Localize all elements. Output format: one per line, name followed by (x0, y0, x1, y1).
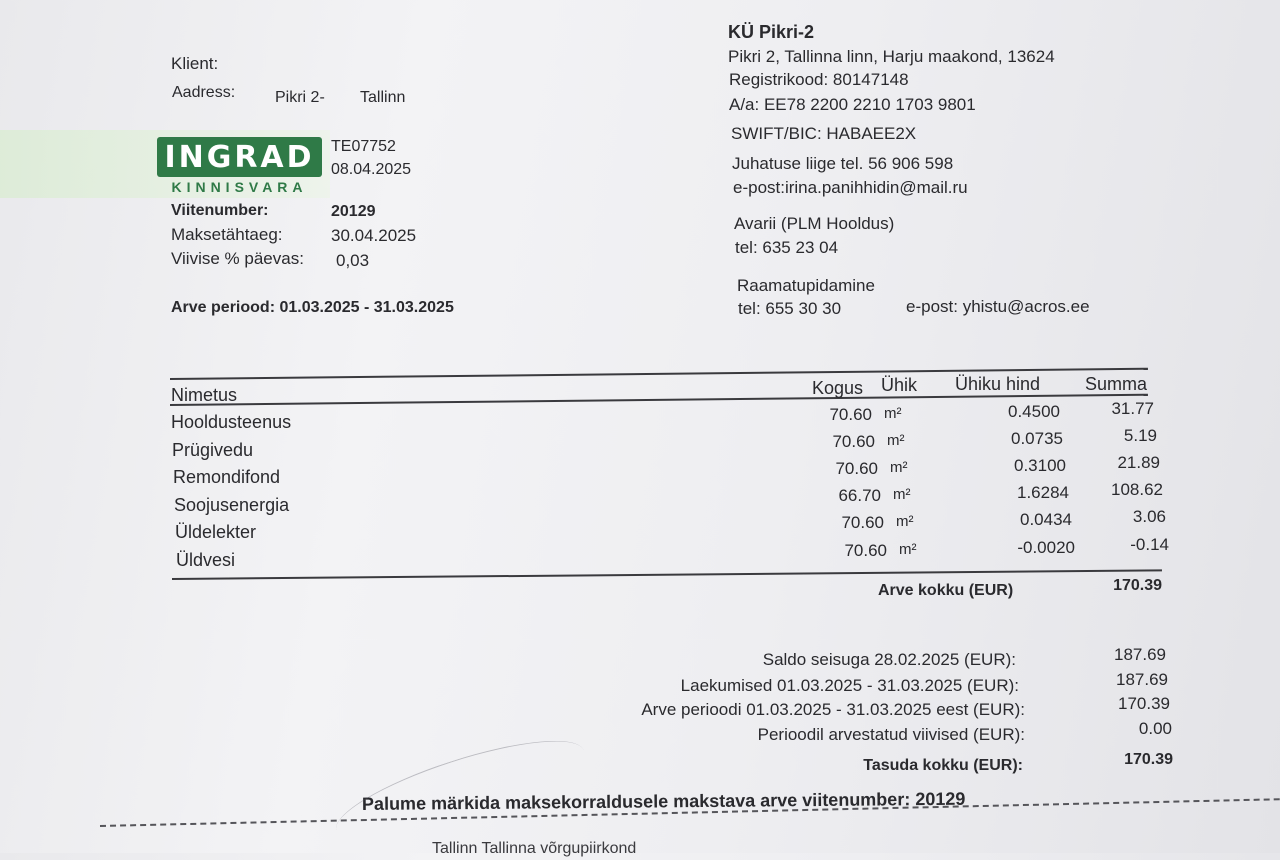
row-unit: m² (887, 432, 905, 449)
logo-subtitle: KINNISVARA (171, 179, 308, 195)
row-sum: 31.77 (1111, 399, 1154, 418)
row-price: 0.0434 (1020, 510, 1072, 529)
row-sum: 5.19 (1123, 426, 1157, 445)
row-sum: -0.14 (1130, 535, 1169, 554)
board-email: e-post:irina.panihhidin@mail.ru (733, 178, 968, 197)
emergency-phone: tel: 635 23 04 (735, 238, 839, 257)
row-qty: 70.60 (844, 541, 887, 560)
col-header-qty: Kogus (812, 378, 864, 398)
accounting-phone: tel: 655 30 30 (738, 299, 842, 318)
pen-mark (327, 721, 593, 859)
invoice-total-value: 170.39 (1113, 577, 1162, 594)
issuer-name: KÜ Pikri-2 (728, 22, 815, 42)
row-price: 1.6284 (1017, 483, 1069, 502)
penalty-value: 0,03 (336, 251, 370, 270)
emergency-service: Avarii (PLM Hooldus) (734, 214, 895, 233)
issuer-swift: SWIFT/BIC: HABAEE2X (731, 124, 917, 143)
col-header-unit: Ühik (881, 375, 918, 395)
accounting-email: e-post: yhistu@acros.ee (906, 297, 1090, 316)
payment-note: Palume märkida maksekorraldusele makstava arve viitenumber: 20129 (361, 788, 966, 814)
address-street: Pikri 2- (275, 89, 325, 106)
address-city: Tallinn (360, 89, 406, 106)
row-name: Soojusenergia (174, 495, 290, 515)
issuer-account: A/a: EE78 2200 2210 1703 9801 (729, 95, 976, 114)
col-header-sum: Summa (1085, 374, 1148, 394)
invoice-number: TE07752 (331, 138, 396, 155)
row-qty: 70.60 (841, 513, 884, 532)
row-qty: 70.60 (835, 459, 878, 478)
row-qty: 70.60 (829, 405, 872, 424)
invoice-date: 08.04.2025 (331, 161, 412, 178)
row-sum: 108.62 (1111, 480, 1163, 499)
board-phone: Juhatuse liige tel. 56 906 598 (732, 154, 954, 173)
row-unit: m² (896, 513, 914, 530)
row-price: 0.4500 (1008, 402, 1060, 421)
row-sum: 21.89 (1117, 453, 1160, 472)
row-price: -0.0020 (1017, 538, 1075, 557)
summary-label: Arve perioodi 01.03.2025 - 31.03.2025 eest (EUR): (641, 700, 1025, 719)
col-header-price: Ühiku hind (955, 374, 1041, 394)
row-unit: m² (893, 486, 911, 503)
summary-label: Perioodil arvestatud viivised (EUR): (757, 725, 1025, 744)
logo-name: INGRAD (164, 140, 315, 175)
summary-label: Tasuda kokku (EUR): (863, 757, 1023, 774)
summary-label: Laekumised 01.03.2025 - 31.03.2025 (EUR): (680, 676, 1019, 695)
row-unit: m² (884, 405, 902, 422)
summary-value: 170.39 (1118, 694, 1170, 713)
reference-label: Viitenumber: (171, 202, 269, 219)
row-unit: m² (890, 459, 908, 476)
company-logo (157, 137, 322, 177)
invoice-period: Arve periood: 01.03.2025 - 31.03.2025 (171, 299, 454, 316)
invoice-total-label: Arve kokku (EUR) (878, 582, 1014, 599)
row-name: Üldelekter (175, 522, 257, 542)
summary-value: 0.00 (1138, 719, 1172, 738)
summary-value: 187.69 (1114, 645, 1166, 664)
address-label: Aadress: (172, 84, 236, 101)
due-date-value: 30.04.2025 (331, 226, 417, 245)
row-name: Üldvesi (176, 550, 236, 570)
accounting-label: Raamatupidamine (737, 276, 875, 295)
col-header-name: Nimetus (171, 385, 238, 405)
summary-label: Saldo seisuga 28.02.2025 (EUR): (762, 650, 1016, 669)
issuer-regcode: Registrikood: 80147148 (729, 70, 909, 89)
summary-value: 170.39 (1124, 751, 1173, 768)
row-unit: m² (899, 541, 917, 558)
row-name: Prügivedu (172, 440, 254, 460)
row-qty: 70.60 (832, 432, 875, 451)
cut-off-text: Tallinn Tallinna võrgupiirkond (432, 840, 637, 857)
row-qty: 66.70 (838, 486, 881, 505)
row-name: Hooldusteenus (171, 412, 292, 432)
penalty-label: Viivise % päevas: (171, 249, 304, 268)
reference-value: 20129 (331, 203, 376, 220)
due-date-label: Maksetähtaeg: (171, 225, 283, 244)
row-name: Remondifond (173, 467, 281, 487)
row-price: 0.3100 (1014, 456, 1066, 475)
issuer-address: Pikri 2, Tallinna linn, Harju maakond, 13624 (728, 47, 1055, 66)
summary-value: 187.69 (1116, 670, 1168, 689)
client-label: Klient: (171, 54, 219, 73)
row-price: 0.0735 (1011, 429, 1063, 448)
table-bottom-rule (172, 569, 1162, 579)
row-sum: 3.06 (1132, 507, 1166, 526)
